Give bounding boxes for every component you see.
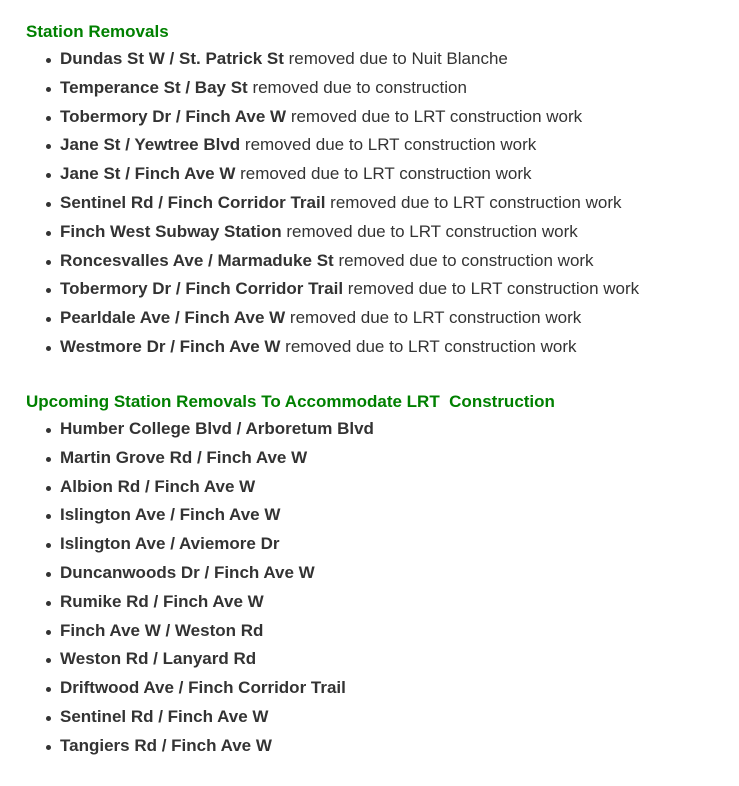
list-item bbox=[0, 473, 739, 502]
station-name: Tangiers Rd / Finch Ave W bbox=[60, 735, 272, 755]
station-name: Martin Grove Rd / Finch Ave W bbox=[60, 447, 308, 467]
list-item bbox=[0, 415, 739, 444]
removal-reason: removed due to LRT construction work bbox=[290, 106, 583, 126]
list-item bbox=[0, 617, 739, 646]
station-name: Tobermory Dr / Finch Corridor Trail bbox=[60, 279, 344, 299]
removal-reason: removed due to LRT construction work bbox=[330, 192, 622, 212]
station-name: Sentinel Rd / Finch Ave W bbox=[60, 706, 269, 726]
station-name: Tobermory Dr / Finch Ave W bbox=[60, 106, 287, 126]
station-name: Sentinel Rd / Finch Corridor Trail bbox=[60, 192, 326, 212]
station-name: Islington Ave / Aviemore Dr bbox=[60, 534, 280, 554]
removal-reason: removed due to construction work bbox=[338, 250, 594, 270]
list-item bbox=[0, 74, 739, 103]
list-item bbox=[0, 247, 739, 276]
station-name: Pearldale Ave / Finch Ave W bbox=[60, 308, 286, 328]
station-name: Westmore Dr / Finch Ave W bbox=[60, 336, 281, 356]
station-removals-section bbox=[0, 19, 739, 362]
station-removals-list bbox=[0, 45, 739, 362]
list-item bbox=[0, 218, 739, 247]
list-item bbox=[0, 131, 739, 160]
list-item bbox=[0, 189, 739, 218]
station-name: Islington Ave / Finch Ave W bbox=[60, 505, 281, 525]
station-name: Finch West Subway Station bbox=[60, 221, 282, 241]
station-name: Finch Ave W / Weston Rd bbox=[60, 620, 264, 640]
upcoming-removals-heading: Upcoming Station Removals To Accommodate LRT Construction bbox=[26, 392, 555, 411]
removal-reason: removed due to LRT construction work bbox=[286, 221, 578, 241]
list-item bbox=[0, 304, 739, 333]
station-name: Temperance St / Bay St bbox=[60, 77, 248, 97]
list-item bbox=[0, 333, 739, 362]
removal-reason: removed due to Nuit Blanche bbox=[288, 49, 508, 68]
station-removals-heading: Station Removals bbox=[26, 22, 169, 41]
list-item bbox=[0, 444, 739, 473]
list-item bbox=[0, 674, 739, 703]
upcoming-removals-section bbox=[0, 389, 739, 761]
removal-reason: removed due to LRT construction work bbox=[347, 279, 640, 299]
list-item bbox=[0, 160, 739, 189]
list-item bbox=[0, 703, 739, 732]
removal-reason: removed due to LRT construction work bbox=[285, 336, 577, 356]
upcoming-removals-list bbox=[0, 415, 739, 761]
list-item bbox=[0, 559, 739, 588]
removal-reason: removed due to LRT construction work bbox=[240, 164, 532, 184]
list-item bbox=[0, 530, 739, 559]
station-name: Driftwood Ave / Finch Corridor Trail bbox=[60, 678, 346, 698]
list-item bbox=[0, 501, 739, 530]
station-name: Duncanwoods Dr / Finch Ave W bbox=[60, 562, 315, 582]
station-name: Rumike Rd / Finch Ave W bbox=[60, 591, 264, 611]
list-item bbox=[0, 275, 739, 304]
station-name: Jane St / Yewtree Blvd bbox=[60, 135, 241, 155]
removal-reason: removed due to construction bbox=[252, 77, 467, 97]
list-item bbox=[0, 103, 739, 132]
station-name: Jane St / Finch Ave W bbox=[60, 164, 236, 184]
station-name: Roncesvalles Ave / Marmaduke St bbox=[60, 250, 334, 270]
station-name: Humber College Blvd / Arboretum Blvd bbox=[60, 419, 374, 438]
removal-reason: removed due to LRT construction work bbox=[289, 308, 582, 328]
station-name: Weston Rd / Lanyard Rd bbox=[60, 649, 257, 669]
list-item bbox=[0, 732, 739, 761]
removal-reason: removed due to LRT construction work bbox=[244, 135, 537, 155]
station-name: Albion Rd / Finch Ave W bbox=[60, 476, 256, 496]
station-name: Dundas St W / St. Patrick St bbox=[60, 49, 284, 68]
list-item bbox=[0, 45, 739, 74]
list-item bbox=[0, 588, 739, 617]
list-item bbox=[0, 645, 739, 674]
